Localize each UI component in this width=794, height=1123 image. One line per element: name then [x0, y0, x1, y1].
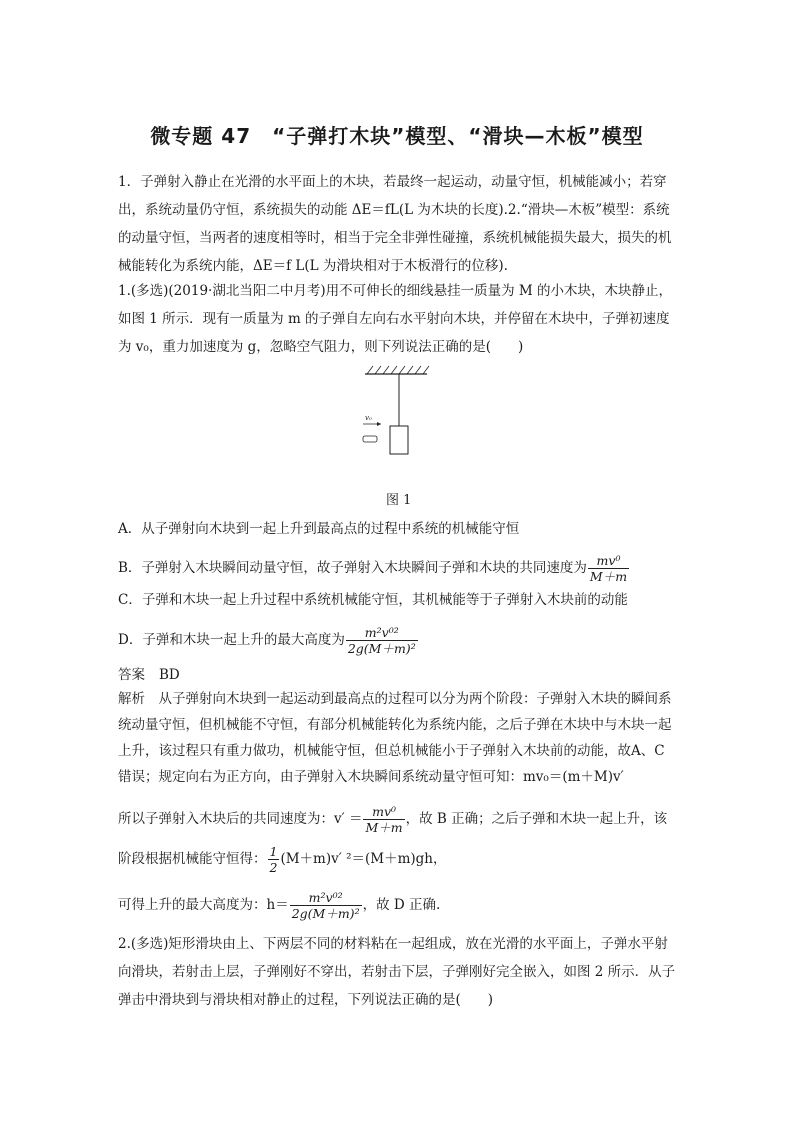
option-c: C．子弹和木块一起上升过程中系统机械能守恒，其机械能等于子弹射入木块前的动能	[118, 592, 628, 608]
option-d-text: D．子弹和木块一起上升的最大高度为	[118, 632, 345, 648]
explanation-line-height	[118, 890, 440, 921]
fraction-denominator: M＋m	[365, 820, 403, 835]
wooden-block	[390, 426, 408, 454]
explanation-line-energy	[118, 844, 447, 875]
ceiling-hatch	[365, 366, 429, 374]
option-d-fraction	[346, 625, 418, 656]
velocity-fraction	[363, 804, 404, 835]
explanation-text: 所以子弹射入木块后的共同速度为：v′ ＝	[118, 811, 363, 827]
option-b-text: B．子弹射入木块瞬间动量守恒，故子弹射入木块瞬间子弹和木块的共同速度为	[118, 560, 587, 576]
explanation-text: 可得上升的最大高度为：h＝	[118, 897, 289, 913]
fraction-numerator: m²v⁰²	[346, 625, 418, 641]
fraction-denominator: 2g(M＋m)²	[291, 906, 360, 921]
fraction-denominator: 2g(M＋m)²	[347, 641, 416, 656]
fraction-numerator: mv⁰	[588, 553, 629, 569]
figure-1-caption: 图 1	[386, 493, 412, 508]
height-fraction	[290, 890, 362, 921]
option-b	[118, 553, 630, 584]
explanation-text: 阶段根据机械能守恒得：	[118, 851, 267, 867]
option-b-fraction	[588, 553, 629, 584]
page-title: 微专题 47 “子弹打木块”模型、“滑块—木板”模型	[150, 124, 644, 148]
intro-paragraph: 1．子弹射入静止在光滑的水平面上的木块，若最终一起运动，动量守恒，机械能减小；若穿出，系统动量仍守恒，系统损失的动能 ΔE＝fL(L 为木块的长度).2.“滑块—木板”模型：系统的动量守恒，当两者的速度相等时，相当于完全非弹性碰撞，系统机械能损失最大，损失的机械能转化为系统内能，ΔE＝f L(L 为滑块相对于木板滑行的位移).	[118, 174, 672, 274]
option-d	[118, 625, 419, 656]
explanation-text: (M＋m)v′ ²＝(M＋m)gh，	[280, 851, 447, 867]
explanation-text: ，故 B 正确；之后子弹和木块一起上升，该	[405, 811, 668, 827]
fraction-denominator: 2	[269, 860, 278, 875]
explanation-text: 从子弹射向木块到一起运动到最高点的过程可以分为两个阶段：子弹射入木块的瞬间系统动量守恒，但机械能不守恒，有部分机械能转化为系统内能，之后子弹在木块中与木块一起上升，该过程只有重力做功，机械能守恒，但总机械能小于子弹射入木块前的动能，故A、C 错误；规定向右为正方向，由子弹射入木块瞬间系统动量守恒可知：mv₀＝(m＋M)v′	[118, 691, 672, 785]
answer-label: 答案	[118, 667, 145, 683]
fraction-denominator: M＋m	[589, 569, 628, 584]
explanation-line-velocity	[118, 804, 667, 835]
question-1-stem: 1.(多选)(2019·湖北当阳二中月考)用不可伸长的细线悬挂一质量为 M 的小木块，木块静止，如图 1 所示．现有一质量为 m 的子弹自左向右水平射向木块，并停留在木块中，子弹初速度为 v₀，重力加速度为 g，忽略空气阻力，则下列说法正确的是( )	[118, 283, 672, 355]
explanation-label: 解析	[118, 691, 145, 707]
fraction-numerator: 1	[269, 844, 278, 859]
option-a: A．从子弹射向木块到一起上升到最高点的过程中系统的机械能守恒	[118, 521, 520, 537]
fraction-numerator: m²v⁰²	[290, 890, 362, 906]
answer-value: BD	[159, 667, 180, 683]
half-fraction	[268, 844, 280, 875]
arrowhead-icon	[377, 422, 381, 426]
question-2-stem: 2.(多选)矩形滑块由上、下两层不同的材料粘在一起组成，放在光滑的水平面上，子弹水平射向滑块，若射击上层，子弹刚好不穿出，若射击下层，子弹刚好完全嵌入，如图 2 所示．从子弹击中滑块到与滑块相对静止的过程，下列说法正确的是( )	[118, 936, 676, 1008]
v0-label: v₀	[365, 414, 372, 422]
answer-line	[118, 663, 180, 683]
bullet	[363, 436, 377, 442]
fraction-numerator: mv⁰	[363, 804, 404, 820]
explanation-paragraph	[118, 686, 678, 790]
explanation-text: ，故 D 正确.	[362, 897, 441, 913]
